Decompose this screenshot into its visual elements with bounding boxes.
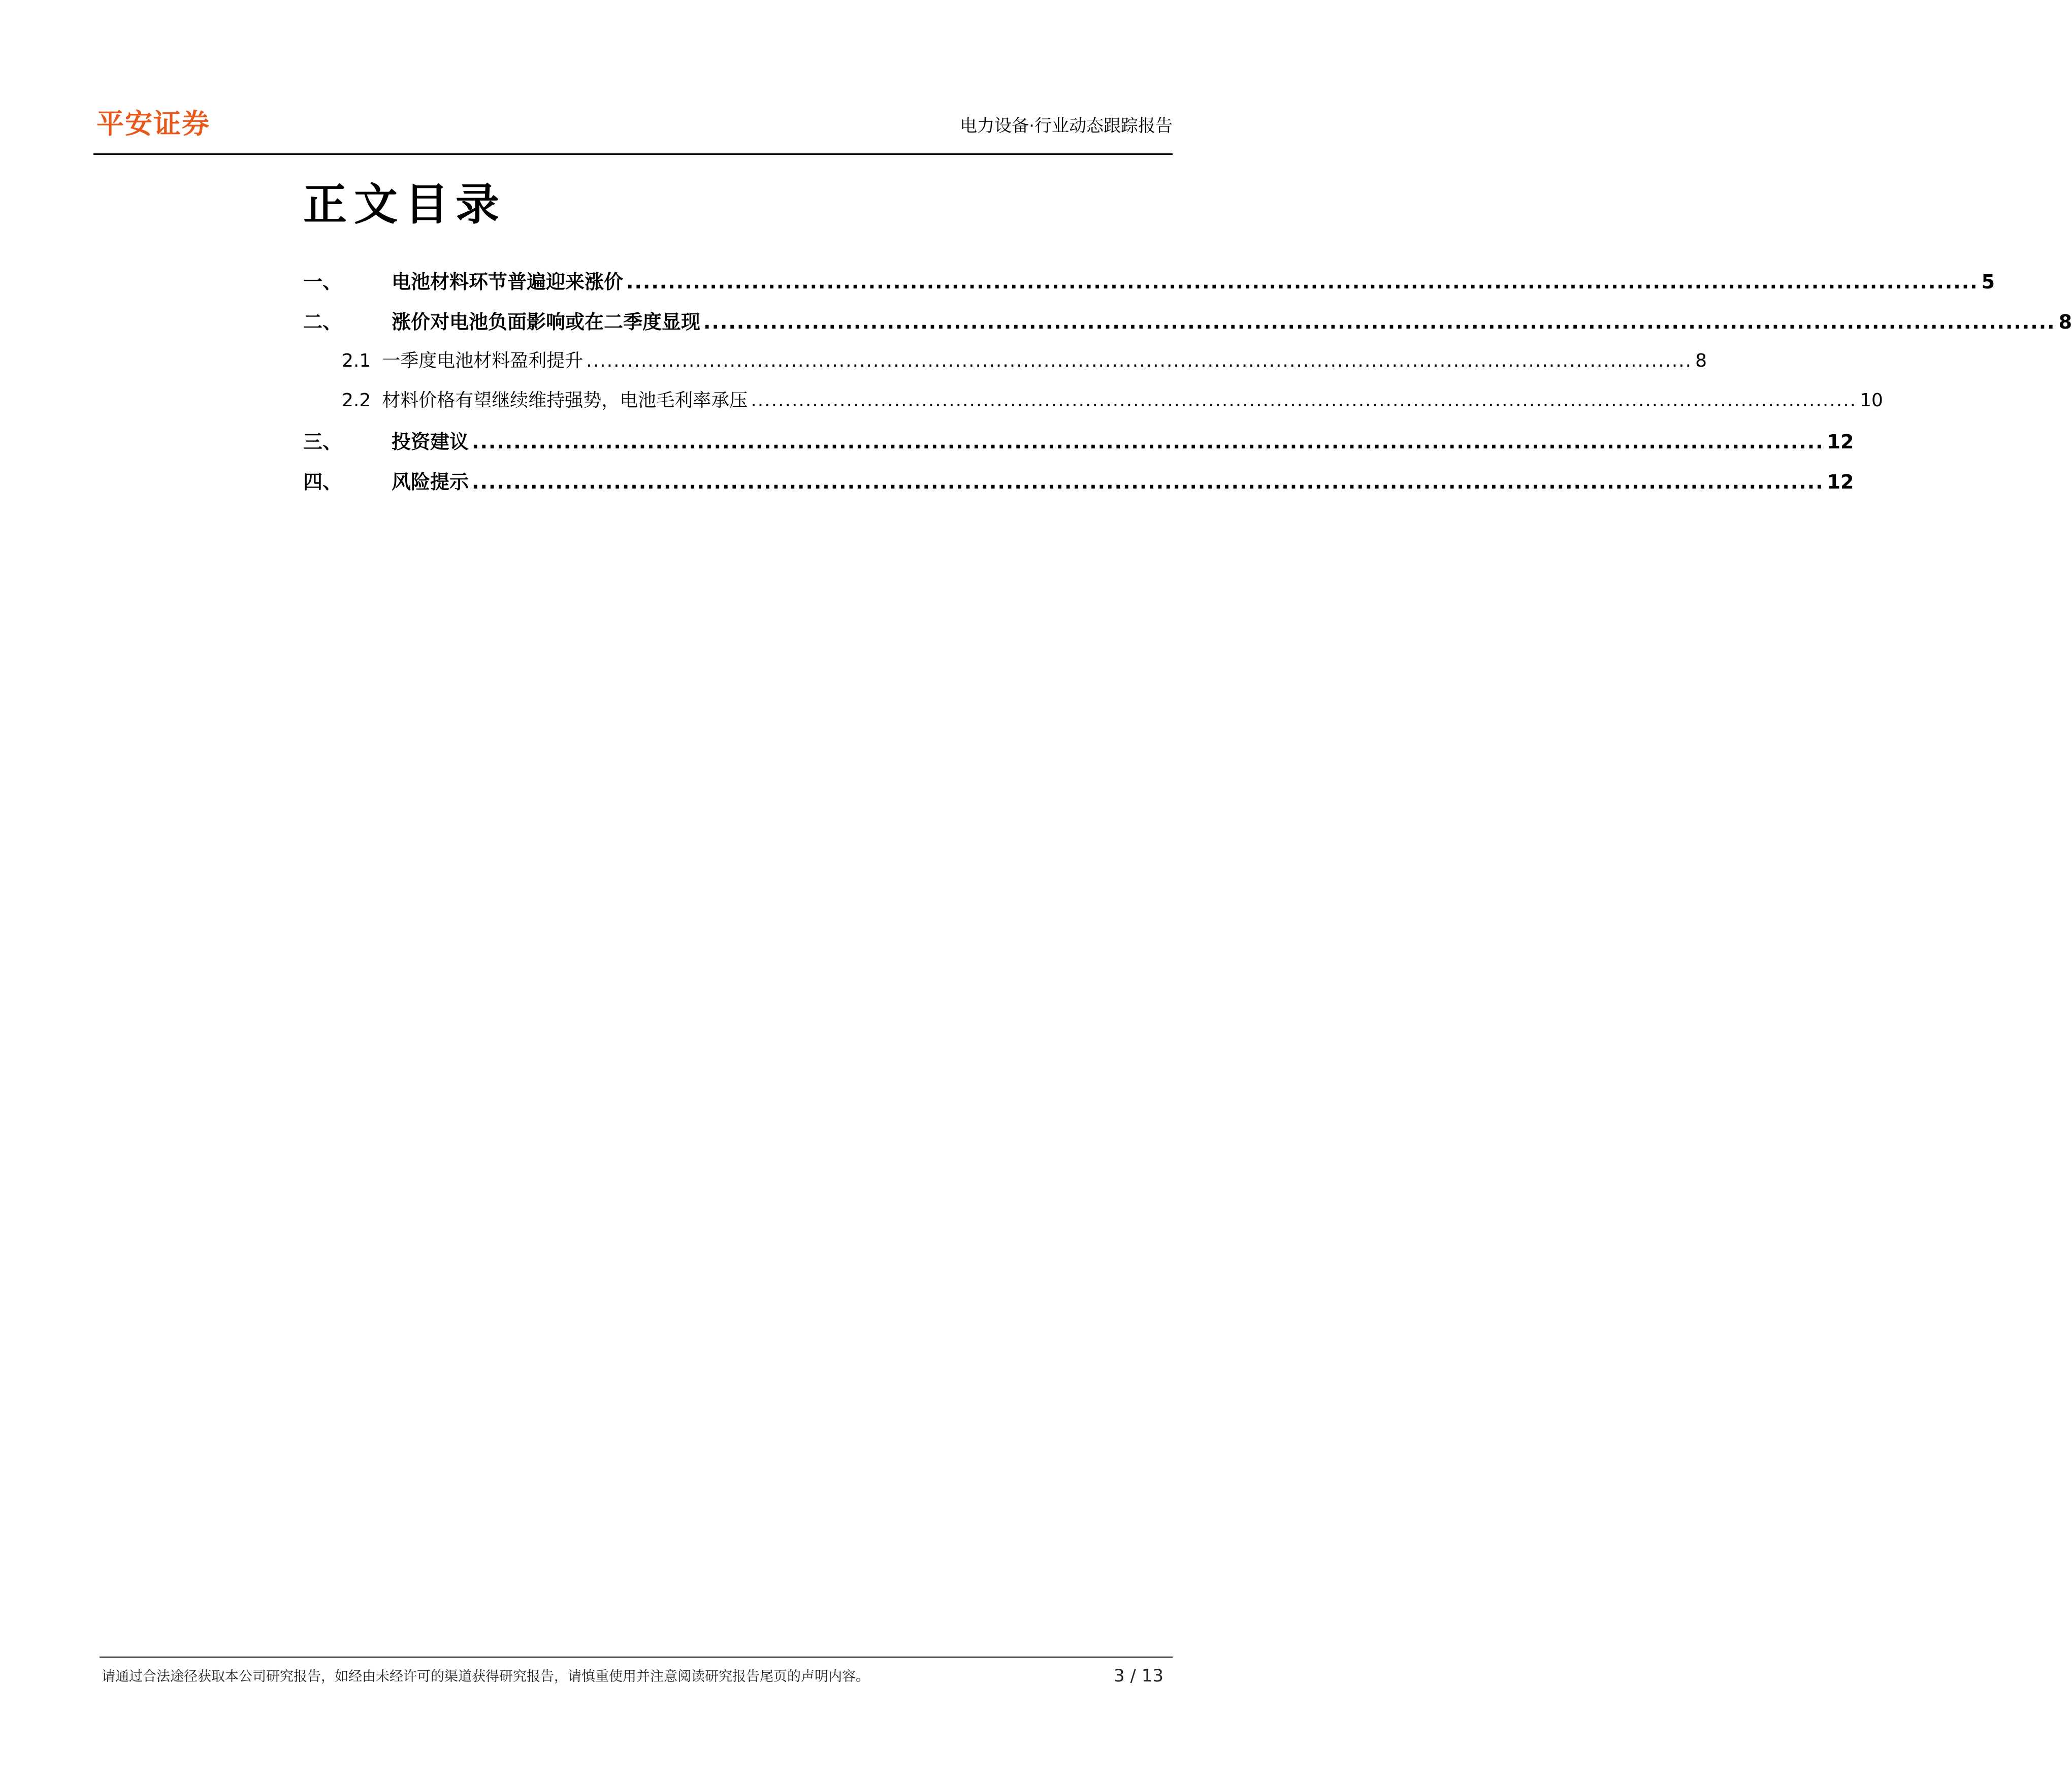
toc-leader-dots: .................................................................................................................................................................. [472, 471, 1824, 493]
toc-entry-label: 涨价对电池负面影响或在二季度显现 [392, 311, 701, 333]
toc-entry-page: 10 [1860, 390, 1883, 411]
toc-entry[interactable] [303, 426, 1854, 453]
toc-entry-number: 四、 [303, 471, 342, 493]
toc-entry-label: 风险提示 [392, 471, 469, 493]
toc-entry[interactable] [303, 386, 1883, 411]
toc-entry-number: 一、 [303, 271, 342, 293]
toc-entry-number: 2.2 [342, 390, 371, 411]
toc-title: 正文目录 [303, 179, 506, 230]
toc-entry-number: 三、 [303, 431, 342, 453]
report-type: 电力设备·行业动态跟踪报告 [960, 116, 1173, 136]
toc-leader-dots: .................................................................................................................................................................. [751, 390, 1857, 411]
toc-entry-number: 2.1 [342, 350, 371, 371]
toc-entry-page: 12 [1827, 471, 1854, 493]
brand-logo: 平安证券 [96, 108, 210, 140]
toc-leader-dots: .................................................................................................................................................................. [472, 431, 1824, 453]
header-divider [93, 153, 1173, 155]
toc-entry-label: 材料价格有望继续维持强势，电池毛利率承压 [382, 390, 748, 411]
toc-entry-label: 一季度电池材料盈利提升 [382, 350, 584, 371]
toc-entry-label: 电池材料环节普遍迎来涨价 [392, 271, 624, 293]
footer-disclaimer: 请通过合法途径获取本公司研究报告，如经由未经许可的渠道获得研究报告，请慎重使用并注意阅读研究报告尾页的声明内容。 [102, 1669, 869, 1684]
toc-entry[interactable] [303, 346, 1707, 372]
toc-leader-dots: .................................................................................................................................................................. [626, 271, 1979, 293]
toc-leader-dots: .................................................................................................................................................................. [586, 350, 1693, 371]
toc-entry[interactable] [303, 466, 1854, 493]
toc-leader-dots: .................................................................................................................................................................. [703, 311, 2056, 333]
toc-entry-page: 5 [1981, 271, 1995, 293]
footer-divider [100, 1657, 1173, 1658]
toc-entry-label: 投资建议 [392, 431, 469, 453]
toc-entry[interactable] [303, 266, 1995, 293]
toc-entry[interactable] [303, 306, 2072, 333]
toc-entry-page: 12 [1827, 431, 1854, 453]
page-number: 3 / 13 [1114, 1666, 1163, 1686]
toc-entry-page: 8 [2058, 311, 2072, 333]
toc-entry-number: 二、 [303, 311, 342, 333]
toc-entry-page: 8 [1695, 350, 1707, 371]
